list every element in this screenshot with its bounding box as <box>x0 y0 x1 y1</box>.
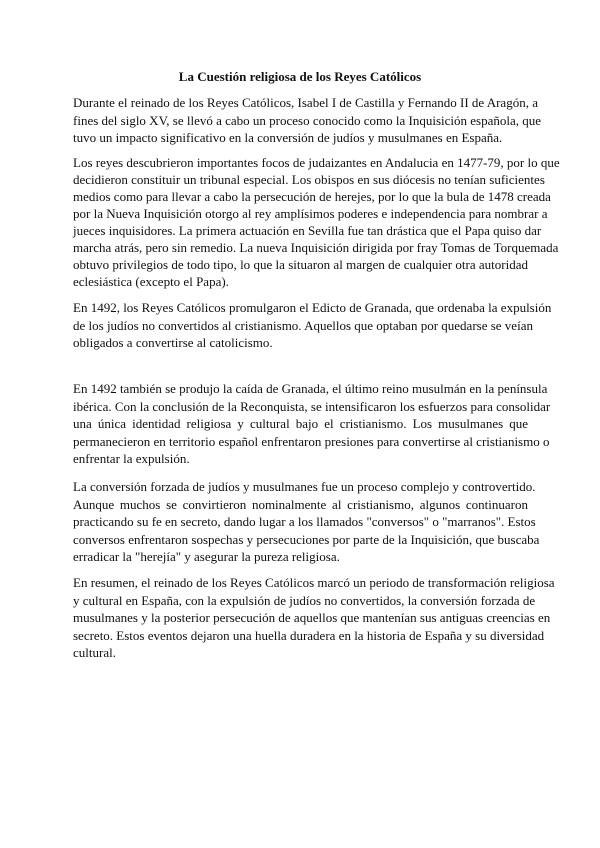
text-line: Los reyes descubrieron importantes focos de judaizantes en Andalucia en 1477-79, por lo que <box>73 155 560 170</box>
text-line: En 1492 también se produjo la caída de Granada, el último reino musulmán en la península <box>73 381 548 396</box>
text-line: obtuvo privilegios de todo tipo, lo que la situaron al margen de cualquier otra autoridad <box>73 257 528 272</box>
text-line: cultural. <box>73 645 116 660</box>
text-line: por la Nueva Inquisición otorgo al rey amplísimos poderes e independencia para nombrar a <box>73 206 548 221</box>
text-line: y cultural en España, con la expulsión de judíos no convertidos, la conversión forzada de <box>73 592 536 608</box>
text-line: Durante el reinado de los Reyes Católicos, Isabel I de Castilla y Fernando II de Aragón, a <box>73 95 538 110</box>
text-line: conversos enfrentaron sospechas y persecuciones por parte de la Inquisición, que buscaba <box>73 531 540 547</box>
paragraph-2 <box>73 154 560 290</box>
text-line: La conversión forzada de judíos y musulmanes fue un proceso complejo y controvertido. <box>73 479 536 494</box>
text-line: ibérica. Con la conclusión de la Reconquista, se intensificaron los esfuerzos para consolidar <box>73 398 551 414</box>
text-line: practicando su fe en secreto, dando lugar a los llamados "conversos" o "marranos". Estos <box>73 514 536 529</box>
text-line: marcha atrás, pero sin remedio. La nueva Inquisición dirigida por fray Tomas de Torquemada <box>73 240 559 255</box>
text-line: una única identidad religiosa y cultural bajo el cristianismo. Los musulmanes que <box>73 416 528 431</box>
paragraph-3 <box>73 299 552 352</box>
paragraph-6 <box>73 574 555 662</box>
text-line: secreto. Estos eventos dejaron una huella duradera en la historia de España y su diversidad <box>73 627 545 643</box>
text-line: permanecieron en territorio español enfrentaron presiones para convertirse al cristianismo o <box>73 433 550 449</box>
text-line: de los judíos no convertidos al cristianismo. Aquellos que optaban por quedarse se veían <box>73 317 533 333</box>
text-line: tuvo un impacto significativo en la conversión de judíos y musulmanes en España. <box>73 130 503 145</box>
text-line: En 1492, los Reyes Católicos promulgaron el Edicto de Granada, que ordenaba la expulsión <box>73 300 552 315</box>
paragraph-4 <box>73 380 551 468</box>
text-line: Aunque muchos se convirtieron nominalmente al cristianismo, algunos continuaron <box>73 496 528 512</box>
text-line: medios como para llevar a cabo la persecución de herejes, por lo que la bula de 1478 creada <box>73 189 551 204</box>
text-line: decidieron constituir un tribunal especial. Los obispos en sus diócesis no tenían suficientes <box>73 172 545 187</box>
text-line: musulmanes y la posterior persecución de aquellos que mantenían sus antiguas creencias en <box>73 610 551 625</box>
document-title: La Cuestión religiosa de los Reyes Católicos <box>178 69 422 84</box>
paragraph-5 <box>73 478 540 566</box>
text-line: jueces inquisidores. La primera actuación en Sevilla fue tan drástica que el Papa quiso dar <box>73 223 542 238</box>
paragraph-1 <box>73 94 542 147</box>
text-line: eclesiástica (excepto el Papa). <box>73 274 229 289</box>
text-line: obligados a convertirse al catolicismo. <box>73 335 273 350</box>
text-line: enfrentar la expulsión. <box>73 451 190 466</box>
text-line: erradicar la "herejía" y asegurar la pureza religiosa. <box>73 549 340 564</box>
text-line: En resumen, el reinado de los Reyes Católicos marcó un periodo de transformación religiosa <box>73 575 555 590</box>
text-line: fines del siglo XV, se llevó a cabo un proceso conocido como la Inquisición española, que <box>73 112 542 128</box>
